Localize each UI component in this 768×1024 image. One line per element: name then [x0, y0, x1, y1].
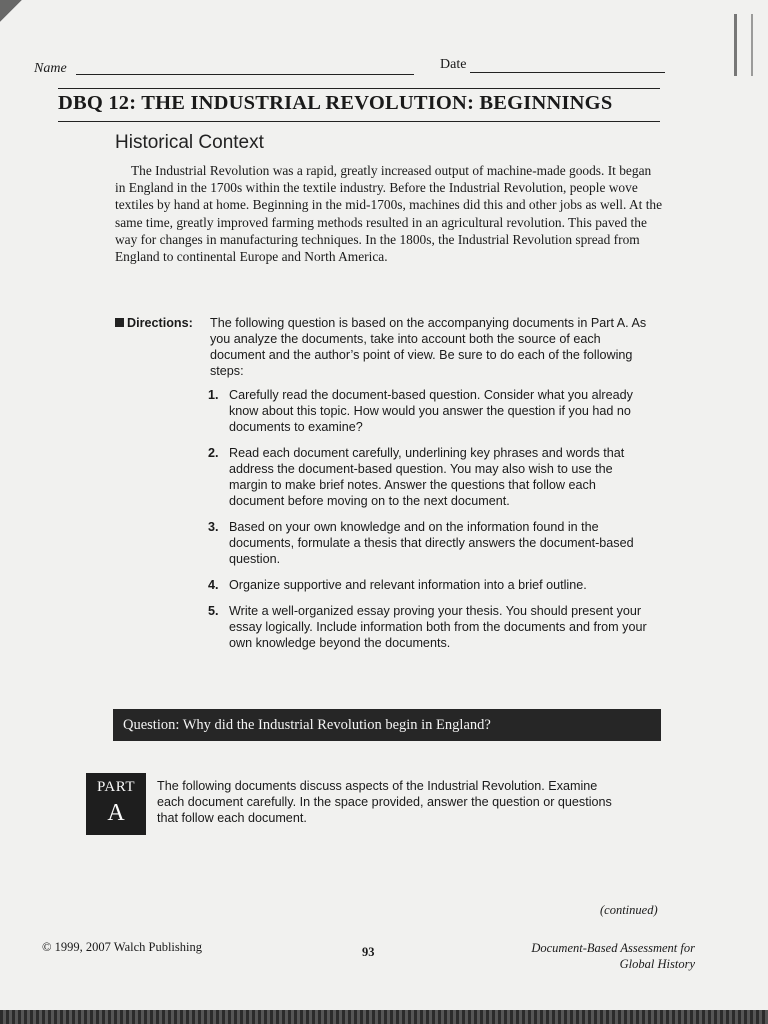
historical-context-heading: Historical Context: [115, 132, 264, 153]
book-title-line1: Document-Based Assessment for: [531, 941, 695, 955]
step-item: [208, 577, 653, 593]
step-number: 2.: [208, 446, 219, 460]
book-title-line2: Global History: [619, 957, 695, 971]
step-item: [208, 519, 653, 567]
scan-bottom-strip: [0, 1010, 768, 1024]
directions-steps: [208, 387, 653, 661]
step-item: [208, 603, 653, 651]
directions-intro-first: The following question is based on the accompanying documents in: [210, 316, 588, 330]
step-text: Organize supportive and relevant information into a brief outline.: [229, 578, 587, 592]
step-item: [208, 445, 653, 509]
step-number: 1.: [208, 388, 219, 402]
directions-intro: [210, 315, 655, 379]
title-top-rule: [58, 88, 660, 89]
step-number: 4.: [208, 578, 219, 592]
step-text: Write a well-organized essay proving your thesis. You should present your essay logically. Include information both from the documents and from your own knowledge beyond the documents.: [229, 604, 647, 650]
part-letter: A: [107, 800, 125, 826]
step-text: Carefully read the document-based question. Consider what you already know about this topic. How would you answer the question if you had no documents to examine?: [229, 388, 633, 434]
title-bottom-rule: [58, 121, 660, 122]
directions-label: Directions:: [127, 316, 193, 330]
footer-copyright: © 1999, 2007 Walch Publishing: [42, 940, 202, 954]
directions-intro-rest: Part A. As you analyze the documents, take into account both the source of each document and the author’s point of view. Be sure to do each of the following steps:: [210, 316, 647, 378]
step-text: Based on your own knowledge and on the information found in the documents, formulate a thesis that directly answers the document-based question.: [229, 520, 634, 566]
binder-edge-mark: [734, 14, 753, 76]
part-a-instructions: The following documents discuss aspects of the Industrial Revolution. Examine each document carefully. In the space provided, answer the question or questions that follow each document.: [157, 779, 612, 825]
page-number: 93: [362, 945, 375, 959]
name-field[interactable]: [76, 74, 414, 75]
question-banner: Question: Why did the Industrial Revolution begin in England?: [113, 709, 661, 741]
continued-note: (continued): [600, 903, 658, 917]
part-word: PART: [96, 779, 136, 795]
name-label: Name: [34, 61, 67, 76]
step-text: Read each document carefully, underlining key phrases and words that address the document-based question. You may also wish to use the margin to make brief notes. Answer the questions that follow each document before moving on to the next document.: [229, 446, 625, 508]
scan-corner-mark: [0, 0, 22, 26]
square-bullet-icon: [115, 318, 124, 327]
step-number: 5.: [208, 604, 219, 618]
footer-book-title: [480, 940, 695, 972]
page-title: DBQ 12: THE INDUSTRIAL REVOLUTION: BEGINNINGS: [58, 92, 613, 114]
directions-label-wrap: [115, 315, 193, 331]
step-item: [208, 387, 653, 435]
date-field[interactable]: [470, 72, 665, 73]
part-a-badge: [86, 773, 146, 835]
date-label: Date: [440, 57, 467, 72]
step-number: 3.: [208, 520, 219, 534]
historical-context-text: The Industrial Revolution was a rapid, greatly increased output of machine-made goods. It began in England in the 1700s within the textile industry. Before the Industrial Revolution, people wove textiles by hand at home. Beginning in the mid-1700s, machines did this and other jobs as well. At the same time, greatly improved farming methods resulted in an agricultural revolution. This paved the way for changes in manufacturing techniques. In the 1800s, the Industrial Revolution spread from England to continental Europe and North America.: [115, 163, 663, 265]
